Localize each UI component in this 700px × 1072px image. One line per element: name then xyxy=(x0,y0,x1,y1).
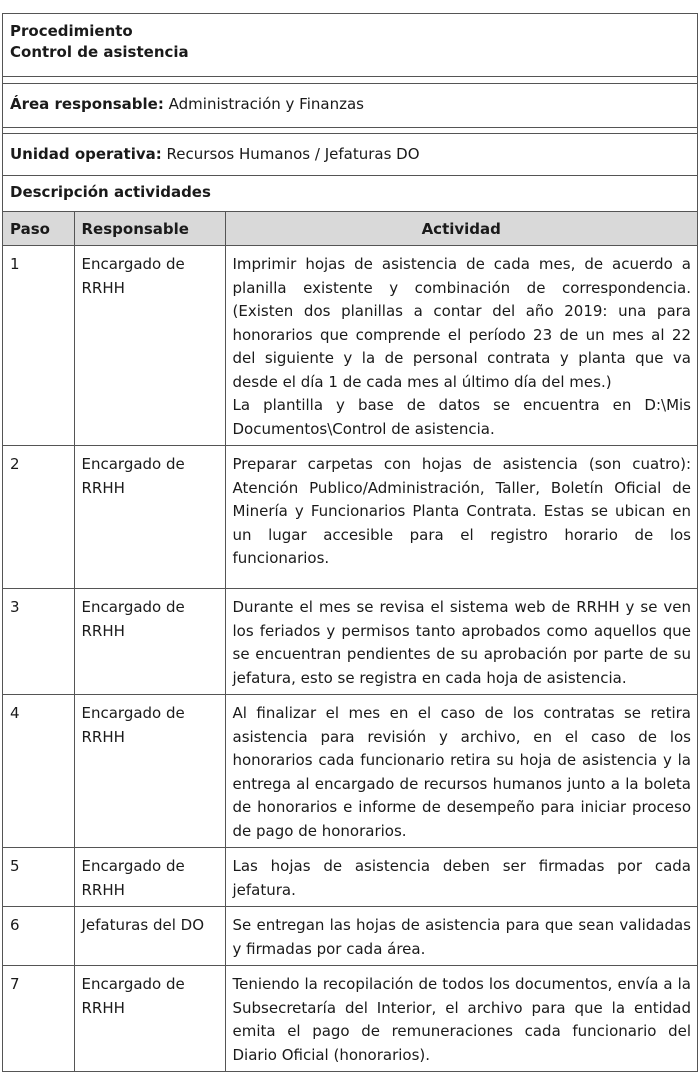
responsible-cell: Encargado de RRHH xyxy=(74,246,225,446)
table-row xyxy=(3,695,697,848)
activity-extra-text: La plantilla y base de datos se encuentra en D:\Mis Documentos\Control de asistencia. xyxy=(232,396,691,438)
area-value: Administración y Finanzas xyxy=(168,95,364,113)
step-cell: 4 xyxy=(3,695,74,848)
table-header-row xyxy=(3,212,697,246)
unit-label: Unidad operativa: xyxy=(10,145,162,163)
procedure-header xyxy=(3,14,697,77)
activity-cell: Al finalizar el mes en el caso de los contratas se retira asistencia para revisión y archivo, en el caso de los honorarios cada funcionario retira su hoja de asistencia y la entrega al encargado de recursos humanos junto a la boleta de honorarios e informe de desempeño para iniciar proceso de pago de honorarios. xyxy=(225,695,697,848)
responsible-cell: Encargado de RRHH xyxy=(74,446,225,589)
activity-cell: Las hojas de asistencia deben ser firmadas por cada jefatura. xyxy=(225,848,697,907)
responsible-cell: Encargado de RRHH xyxy=(74,589,225,695)
procedure-label: Procedimiento xyxy=(10,22,133,40)
activity-cell: Durante el mes se revisa el sistema web de RRHH y se ven los feriados y permisos tanto aprobados como aquellos que se encuentran pendientes de su aprobación por parte de su jefatura, esto se registra en cada hoja de asistencia. xyxy=(225,589,697,695)
step-cell: 3 xyxy=(3,589,74,695)
area-label: Área responsable: xyxy=(10,95,164,113)
table-row xyxy=(3,589,697,695)
unit-row xyxy=(3,133,697,176)
table-row xyxy=(3,966,697,1072)
responsible-cell: Encargado de RRHH xyxy=(74,695,225,848)
responsible-cell: Jefaturas del DO xyxy=(74,907,225,966)
activity-cell: Teniendo la recopilación de todos los documentos, envía a la Subsecretaría del Interior, el archivo para que la entidad emita el pago de remuneraciones cada funcionario del Diario Oficial (honorarios). xyxy=(225,966,697,1072)
step-cell: 5 xyxy=(3,848,74,907)
procedure-document xyxy=(2,13,698,1072)
activity-cell xyxy=(225,246,697,446)
step-cell: 2 xyxy=(3,446,74,589)
responsible-cell: Encargado de RRHH xyxy=(74,966,225,1072)
unit-value: Recursos Humanos / Jefaturas DO xyxy=(166,145,420,163)
description-label: Descripción actividades xyxy=(3,176,697,212)
step-cell: 7 xyxy=(3,966,74,1072)
table-row xyxy=(3,907,697,966)
column-header-activity: Actividad xyxy=(225,212,697,246)
step-cell: 1 xyxy=(3,246,74,446)
activities-table xyxy=(3,212,697,1072)
table-row xyxy=(3,246,697,446)
activity-cell: Preparar carpetas con hojas de asistencia (son cuatro): Atención Publico/Administración, Taller, Boletín Oficial de Minería y Funcionarios Planta Contrata. Estas se ubican en un lugar accesible para el registro horario de los funcionarios. xyxy=(225,446,697,589)
column-header-responsible: Responsable xyxy=(74,212,225,246)
table-row xyxy=(3,446,697,589)
step-cell: 6 xyxy=(3,907,74,966)
activity-text: Imprimir hojas de asistencia de cada mes, de acuerdo a planilla existente y combinación de correspondencia. (Existen dos planillas a contar del año 2019: una para honorarios que comprende el período 23 de un mes al 22 del siguiente y la de personal contrata y planta que va desde el día 1 de cada mes al último día del mes.) xyxy=(232,255,691,391)
activity-cell: Se entregan las hojas de asistencia para que sean validadas y firmadas por cada área. xyxy=(225,907,697,966)
responsible-cell: Encargado de RRHH xyxy=(74,848,225,907)
procedure-name: Control de asistencia xyxy=(10,43,189,61)
column-header-step: Paso xyxy=(3,212,74,246)
area-row xyxy=(3,83,697,128)
table-row xyxy=(3,848,697,907)
